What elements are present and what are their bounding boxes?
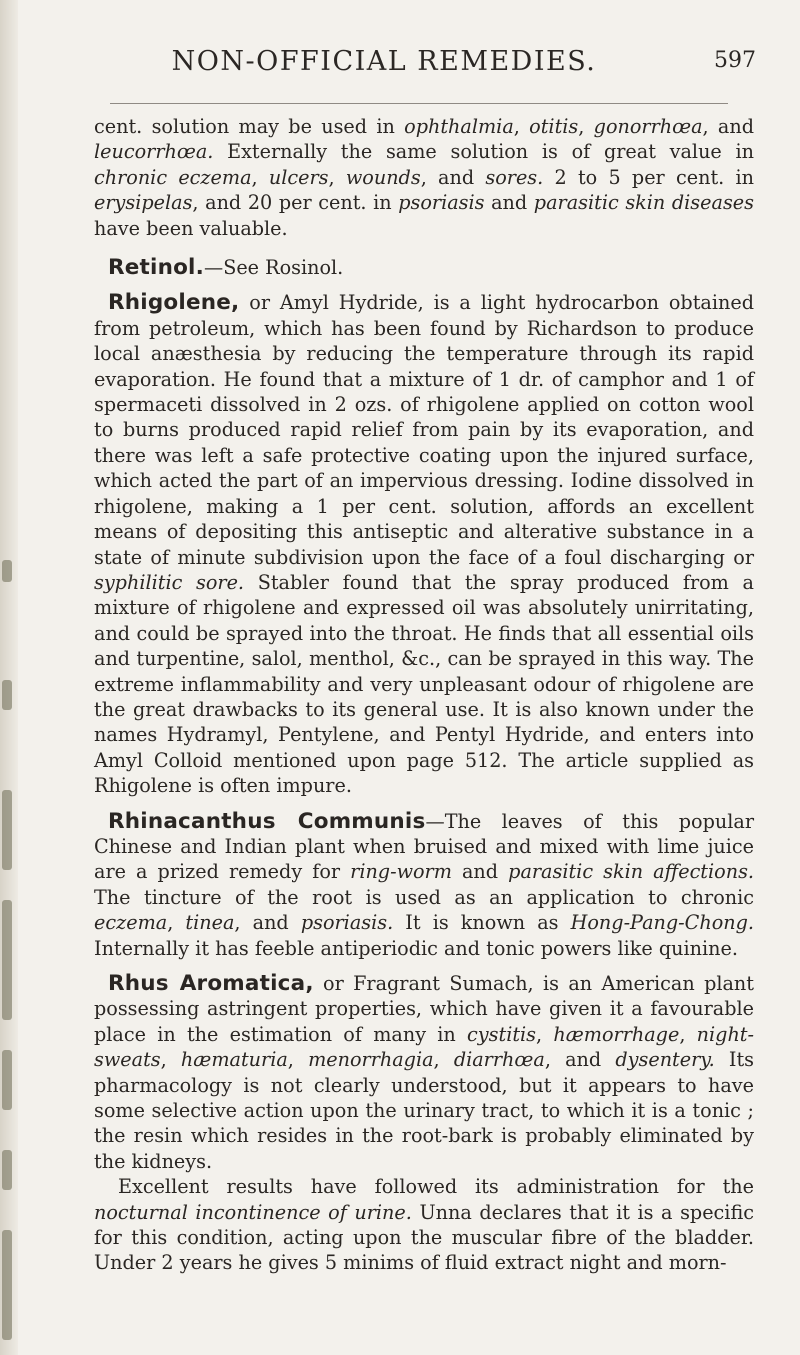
entry-retinol: Retinol.—See Rosinol. bbox=[108, 255, 344, 281]
page-edge-mark bbox=[2, 900, 12, 1020]
page-header bbox=[40, 46, 756, 86]
binding-edge bbox=[0, 0, 18, 1355]
page-edge-mark bbox=[2, 1150, 12, 1190]
headword-rhinacanthus: Rhinacanthus Communis bbox=[108, 808, 426, 834]
header-rule bbox=[110, 103, 728, 104]
intro-paragraph: cent. solution may be used in ophthalmia, otitis, gonorrhœa, and leucorrhœa. Externally the same solution is of great value in chronic eczema, ulcers, wounds, and sores. 2 to 5 per cent. in erysipelas, and 20 per cent. in psoriasis and parasitic skin diseases have been valuable. bbox=[94, 115, 755, 240]
running-title: NON-OFFICIAL REMEDIES. bbox=[171, 46, 597, 77]
page-number: 597 bbox=[714, 48, 756, 73]
headword-retinol: Retinol. bbox=[108, 255, 204, 281]
page-edge-mark bbox=[2, 680, 12, 710]
entry-rhigolene: Rhigolene, or Amyl Hydride, is a light hydrocarbon obtained from petroleum, which has been found by Richardson to produce local anæsthesia by reducing the temperature through its rapid evaporation. He found that a mixture of 1 dr. of camphor and 1 of spermaceti dissolved in 2 ozs. of rhigolene applied on cotton wool to burns produced rapid relief from pain by its evaporation, and there was left a safe protective coating upon the injured surface, which acted the part of an impervious dressing. Iodine dissolved in rhigolene, making a 1 per cent. solution, affords an excellent means of depositing this antiseptic and alterative substance in a state of minute subdivision upon the face of a foul discharging or syphilitic sore. Stabler found that the spray produced from a mixture of rhigolene and expressed oil was absolutely unirritating, and could be sprayed into the throat. He finds that all essential oils and turpentine, salol, menthol, &c., can be sprayed in this way. The extreme inflammability and very unpleasant odour of rhigolene are the great drawbacks to its general use. It is also known under the names Hydramyl, Pentylene, and Pentyl Hydride, and enters into Amyl Colloid mentioned upon page 512. The article supplied as Rhigolene is often impure. bbox=[94, 290, 754, 798]
entry-rhus-aromatica: Rhus Aromatica, or Fragrant Sumach, is an American plant possessing astringent properties, which have given it a favourable place in the estimation of many in cystitis, hæmorrhage, night-sweats, hæmaturia, menorrhagia, diarrhœa, and dysentery. Its pharmacology is not clearly understood, but it appears to have some selective action upon the urinary tract, to which it is a tonic ; the resin which resides in the root-bark is probably eliminated by the kidneys. bbox=[94, 971, 755, 1173]
page-edge-mark bbox=[2, 1050, 12, 1110]
headword-rhus-aromatica: Rhus Aromatica, bbox=[108, 971, 314, 996]
page-body bbox=[94, 114, 754, 1276]
page-edge-mark bbox=[2, 1230, 12, 1340]
page-edge-mark bbox=[2, 560, 12, 582]
rhus-results-paragraph: Excellent results have followed its administration for the nocturnal incontinence of urine. Unna declares that it is a specific for this condition, acting upon the muscular fibre of the bladder. Under 2 years he gives 5 minims of fluid extract night and morn- bbox=[94, 1175, 754, 1275]
headword-rhigolene: Rhigolene, bbox=[108, 290, 240, 316]
entry-rhinacanthus: Rhinacanthus Communis—The leaves of this popular Chinese and Indian plant when bruised and mixed with lime juice are a prized remedy for ring-worm and parasitic skin affections. The tincture of the root is used as an application to chronic eczema, tinea, and psoriasis. It is known as Hong-Pang-Chong. Internally it has feeble antiperiodic and tonic powers like quinine. bbox=[94, 808, 755, 960]
page-edge-mark bbox=[2, 790, 12, 870]
